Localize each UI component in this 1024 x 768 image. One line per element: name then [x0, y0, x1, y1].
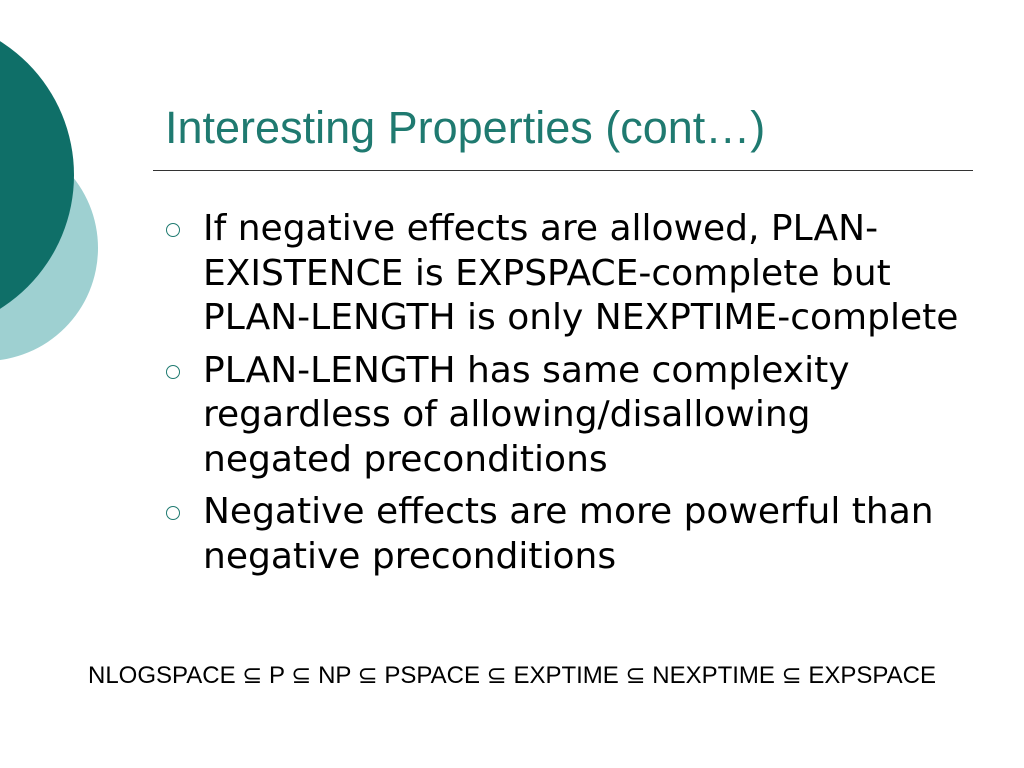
bullet-text: PLAN-LENGTH has same complexity regardless of allowing/disallowing negated preconditions — [203, 349, 850, 480]
bullet-item — [160, 349, 960, 483]
bullet-list — [160, 207, 960, 587]
bullet-item — [160, 207, 960, 341]
hollow-circle-bullet-icon — [166, 365, 180, 379]
bullet-text: If negative effects are allowed, PLAN-EXISTENCE is EXPSPACE-complete but PLAN-LENGTH is only NEXPTIME-complete — [203, 208, 959, 338]
hollow-circle-bullet-icon — [166, 506, 180, 520]
bullet-text: Negative effects are more powerful than negative preconditions — [203, 491, 934, 577]
complexity-hierarchy-formula: NLOGSPACE ⊆ P ⊆ NP ⊆ PSPACE ⊆ EXPTIME ⊆ NEXPTIME ⊆ EXPSPACE — [88, 662, 936, 689]
slide-title: Interesting Properties (cont…) — [165, 102, 766, 153]
title-divider — [153, 170, 973, 171]
hollow-circle-bullet-icon — [166, 223, 180, 237]
bullet-item — [160, 490, 960, 579]
